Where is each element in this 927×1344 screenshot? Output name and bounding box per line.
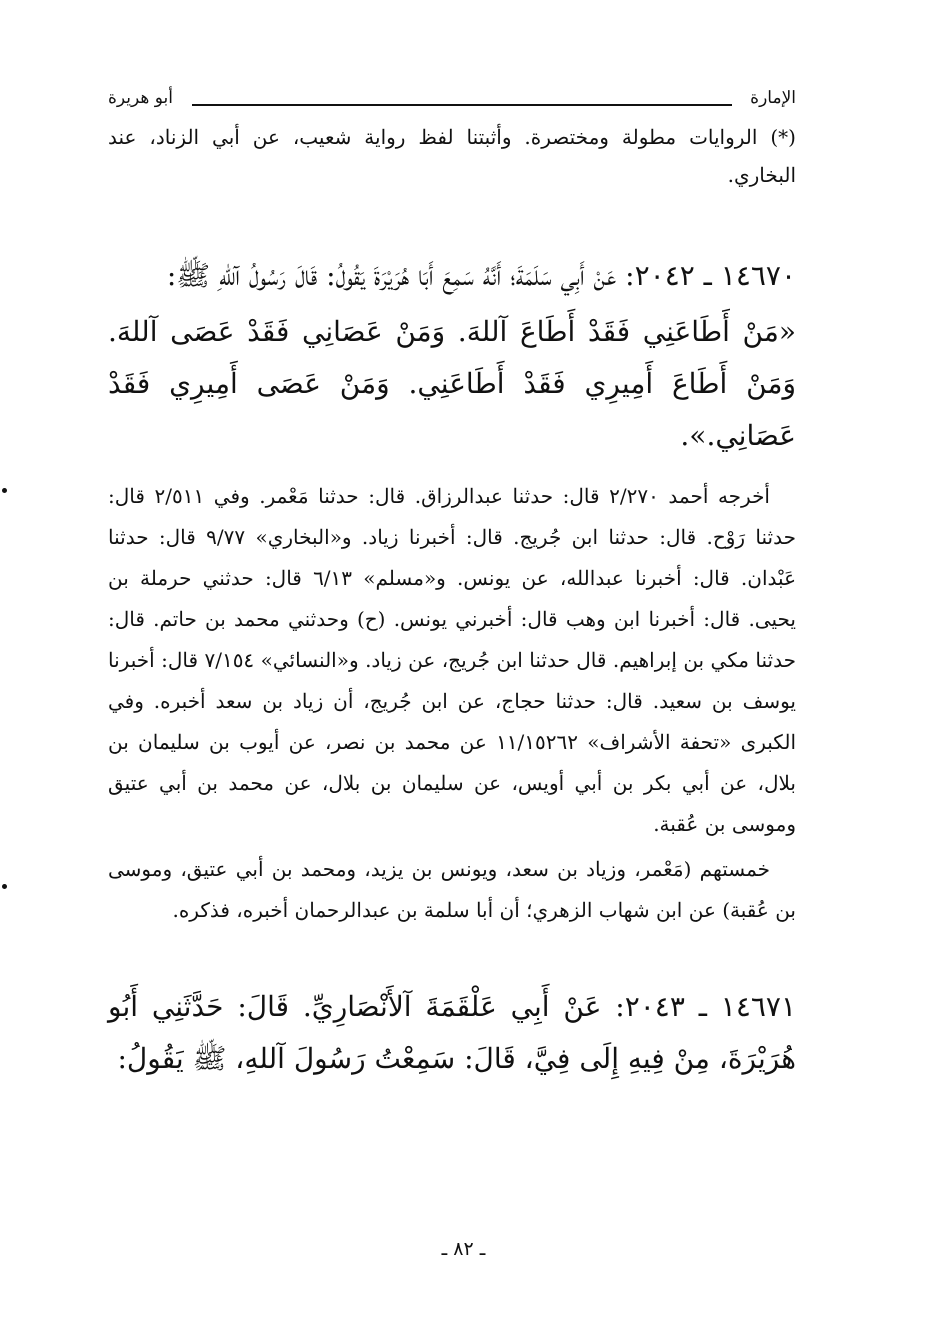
hadith-14670-heading: ١٤٦٧٠ ـ ٢٠٤٢: عَنْ أَبِي سَلَمَةَ؛ أَنَّهُ سَمِعَ أَبَا هُرَيْرَةَ يَقُولُ: قَالَ رَسُولُ آللهِ ﷺ: bbox=[166, 259, 796, 292]
page-number: ـ ٨٢ ـ bbox=[441, 1238, 486, 1260]
header-narrator-name: أبو هريرة bbox=[108, 88, 174, 108]
header-rule bbox=[192, 104, 732, 106]
hadith-14670-text: «مَنْ أَطَاعَنِي فَقَدْ أَطَاعَ آللهَ. وَمَنْ عَصَانِي فَقَدْ عَصَى آللهَ. وَمَنْ أَطَاعَ أَمِيرِي فَقَدْ أَطَاعَنِي. وَمَنْ عَصَى أَمِيرِي فَقَدْ عَصَانِي.». bbox=[108, 315, 796, 452]
scan-edge-mark bbox=[2, 488, 7, 493]
hadith-14671-heading: ١٤٦٧١ ـ ٢٠٤٣: عَنْ أَبِي عَلْقَمَةَ آلأَنْصَارِيِّ. قَالَ: حَدَّثَنِي أَبُو هُرَيْرَةَ، مِنْ فِيهِ إِلَى فِيَّ، قَالَ: سَمِعْتُ رَسُولَ آللهِ، ﷺ يَقُولُ: bbox=[108, 990, 796, 1075]
book-page bbox=[108, 88, 796, 1085]
hadith-14670-summary: خمستهم (مَعْمر، وزياد بن سعد، ويونس بن يزيد، ومحمد بن أبي عتيق، وموسى بن عُقبة) عن ابن شهاب الزهري؛ أن أبا سلمة بن عبدالرحمان أخبره، فذكره. bbox=[108, 857, 796, 922]
footnote: (*) الروايات مطولة ومختصرة. وأثبتنا لفظ رواية شعيب، عن أبي الزناد، عند البخاري. bbox=[108, 125, 796, 187]
running-header bbox=[108, 88, 796, 114]
hadith-14670-takhrij: أخرجه أحمد ٢/٢٧٠ قال: حدثنا عبدالرزاق. قال: حدثنا مَعْمر. وفي ٢/٥١١ قال: حدثنا رَوْح. قال: حدثنا ابن جُريج. قال: أخبرنا زياد. و«البخاري» ٩/٧٧ قال: حدثنا عَبْدان. قال: أخبرنا عبدالله، عن يونس. و«مسلم» ٦/١٣ قال: حدثني حرملة بن يحيى. قال: أخبرنا ابن وهب قال: أخبرني يونس. (ح) وحدثني محمد بن حاتم. قال: حدثنا مكي بن إبراهيم. قال حدثنا ابن جُريج، عن زياد. و«النسائي» ٧/١٥٤ قال: أخبرنا يوسف بن سعيد. قال: حدثنا حجاج، عن ابن جُريج، أن زياد بن سعد أخبره. وفي الكبرى «تحفة الأشراف» ١١/١٥٢٦٢ عن محمد بن نصر، عن أيوب بن سليمان بن بلال، عن أبي بكر بن أبي أويس، عن سليمان بن بلال، عن محمد بن أبي عتيق وموسى بن عُقبة. bbox=[108, 484, 797, 836]
scan-edge-mark bbox=[2, 884, 7, 889]
header-chapter-title: الإمارة bbox=[750, 88, 796, 108]
